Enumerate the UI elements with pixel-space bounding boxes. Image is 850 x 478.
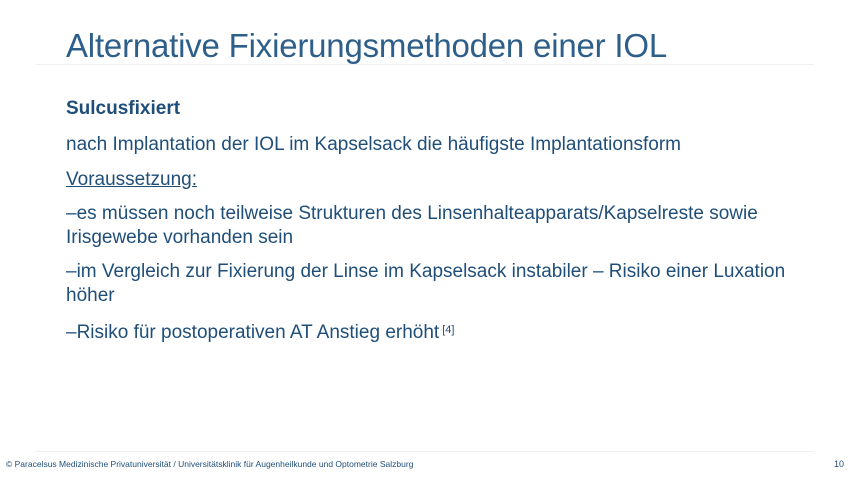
page-number: 10 [833, 459, 844, 469]
bullet-item [66, 318, 796, 345]
requirement-label: Voraussetzung: [66, 169, 197, 190]
bullet-text: im Vergleich zur Fixierung der Linse im Kapselsack instabiler – Risiko einer Luxation höher [66, 261, 786, 306]
bullet-item [66, 202, 796, 250]
bullet-item [66, 260, 796, 308]
bullet-dash: – [66, 322, 77, 343]
title-divider [36, 64, 814, 65]
slide-title: Alternative Fixierungsmethoden einer IOL [66, 27, 667, 64]
citation-reference: [4] [442, 324, 455, 336]
bullet-dash: – [66, 203, 77, 224]
bullet-dash: – [66, 261, 77, 282]
bullet-text: Risiko für postoperativen AT Anstieg erhöht [76, 322, 440, 343]
slide-content [66, 97, 796, 355]
section-heading: Sulcusfixiert [66, 98, 181, 119]
intro-text: nach Implantation der IOL im Kapselsack die häufigste Implantationsform [66, 134, 682, 155]
footer-copyright: © Paracelsus Medizinische Privatuniversität / Universitätsklinik für Augenheilkunde und Optometrie Salzburg [6, 459, 414, 469]
bullet-text: es müssen noch teilweise Strukturen des Linsenhalteapparats/Kapselreste sowie Irisgewebe vorhanden sein [66, 203, 758, 248]
footer-divider [36, 451, 814, 452]
